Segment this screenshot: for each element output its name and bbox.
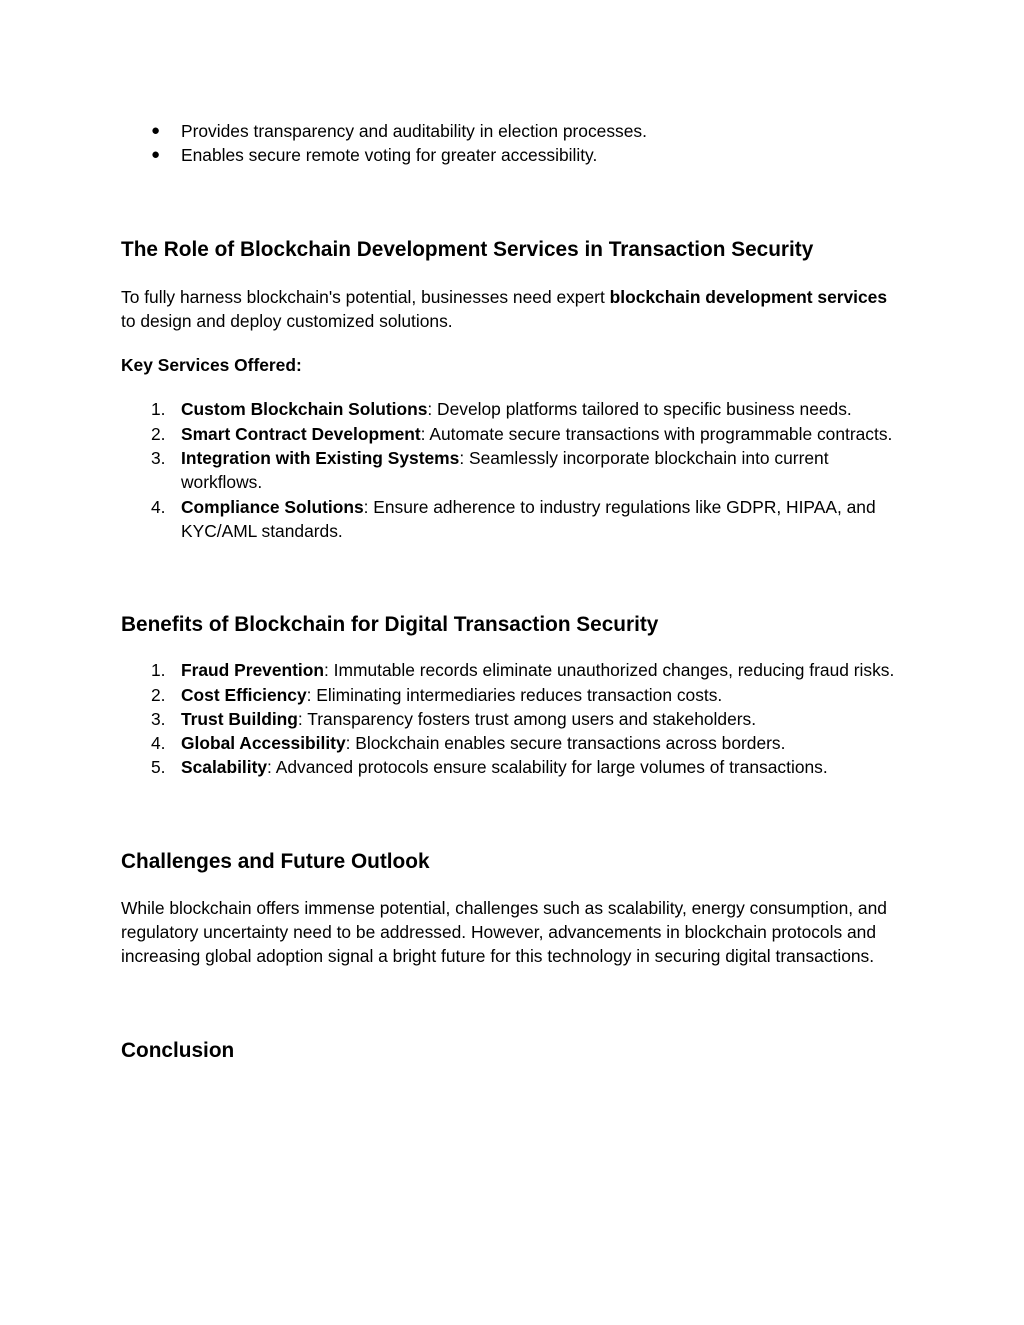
list-item bbox=[121, 495, 901, 544]
bullet-icon: ● bbox=[151, 146, 161, 164]
bullet-item bbox=[121, 119, 901, 143]
list-item bbox=[121, 755, 901, 779]
benefits-numbered-list bbox=[121, 658, 901, 779]
bullet-text: Enables secure remote voting for greater accessibility. bbox=[181, 145, 598, 166]
list-item bbox=[121, 397, 901, 421]
list-number: 5. bbox=[151, 757, 166, 778]
list-number: 3. bbox=[151, 448, 166, 469]
challenges-paragraph: While blockchain offers immense potential, challenges such as scalability, energy consumption, and regulatory uncertainty need to be addressed. However, advancements in blockchain protocols and increasing global adoption signal a bright future for this technology in securing digital transactions. bbox=[121, 897, 887, 967]
list-number: 2. bbox=[151, 684, 166, 705]
list-item-desc: : Seamlessly incorporate blockchain into current workflows. bbox=[181, 448, 829, 493]
list-item-desc: : Advanced protocols ensure scalability for large volumes of transactions. bbox=[267, 757, 828, 778]
bullet-text: Provides transparency and auditability in election processes. bbox=[181, 121, 647, 141]
list-item bbox=[121, 707, 901, 731]
list-item-desc: : Develop platforms tailored to specific business needs. bbox=[427, 399, 852, 420]
list-item bbox=[121, 446, 901, 495]
section-heading-conclusion: Conclusion bbox=[121, 1038, 235, 1062]
intro-text-after: to design and deploy customized solutions. bbox=[121, 310, 453, 331]
list-item bbox=[121, 422, 901, 446]
document-content bbox=[121, 119, 901, 1065]
list-item bbox=[121, 683, 901, 707]
list-number: 4. bbox=[151, 733, 166, 754]
key-services-label bbox=[121, 353, 901, 377]
list-item-title: Integration with Existing Systems bbox=[181, 448, 460, 469]
bullet-item bbox=[121, 143, 901, 167]
list-item-desc: : Ensure adherence to industry regulations like GDPR, HIPAA, and KYC/AML standards. bbox=[181, 496, 876, 541]
list-number: 1. bbox=[151, 660, 166, 681]
intro-text-before: To fully harness blockchain's potential, businesses need expert bbox=[121, 286, 610, 307]
list-item-desc: : Eliminating intermediaries reduces transaction costs. bbox=[306, 684, 723, 705]
intro-bold-text: blockchain development services bbox=[609, 286, 888, 307]
list-item-desc: : Immutable records eliminate unauthorized changes, reducing fraud risks. bbox=[324, 660, 895, 681]
list-item-title: Trust Building bbox=[181, 708, 298, 729]
list-item-desc: : Transparency fosters trust among users and stakeholders. bbox=[297, 708, 757, 729]
section-heading-benefits: Benefits of Blockchain for Digital Transaction Security bbox=[121, 613, 659, 637]
list-item-title: Cost Efficiency bbox=[181, 684, 307, 705]
list-item-title: Compliance Solutions bbox=[181, 496, 364, 517]
list-item-desc: : Automate secure transactions with programmable contracts. bbox=[420, 423, 893, 444]
list-number: 3. bbox=[151, 708, 166, 729]
voting-benefits-bullet-list bbox=[121, 119, 901, 168]
list-item-desc: : Blockchain enables secure transactions across borders. bbox=[345, 733, 786, 754]
list-number: 4. bbox=[151, 496, 166, 517]
list-number: 2. bbox=[151, 423, 166, 444]
list-number: 1. bbox=[151, 399, 166, 420]
section-heading-challenges: Challenges and Future Outlook bbox=[121, 849, 430, 873]
list-item bbox=[121, 731, 901, 755]
role-intro-paragraph bbox=[121, 285, 901, 334]
key-services-label-text: Key Services Offered: bbox=[121, 355, 302, 376]
bullet-icon: ● bbox=[151, 122, 161, 139]
section-heading-role: The Role of Blockchain Development Services in Transaction Security bbox=[121, 237, 814, 261]
services-numbered-list bbox=[121, 397, 901, 543]
list-item bbox=[121, 658, 901, 682]
list-item-title: Scalability bbox=[181, 757, 268, 778]
list-item-title: Custom Blockchain Solutions bbox=[181, 399, 428, 420]
list-item-title: Smart Contract Development bbox=[181, 423, 421, 444]
list-item-title: Fraud Prevention bbox=[181, 660, 325, 681]
list-item-title: Global Accessibility bbox=[181, 733, 346, 754]
